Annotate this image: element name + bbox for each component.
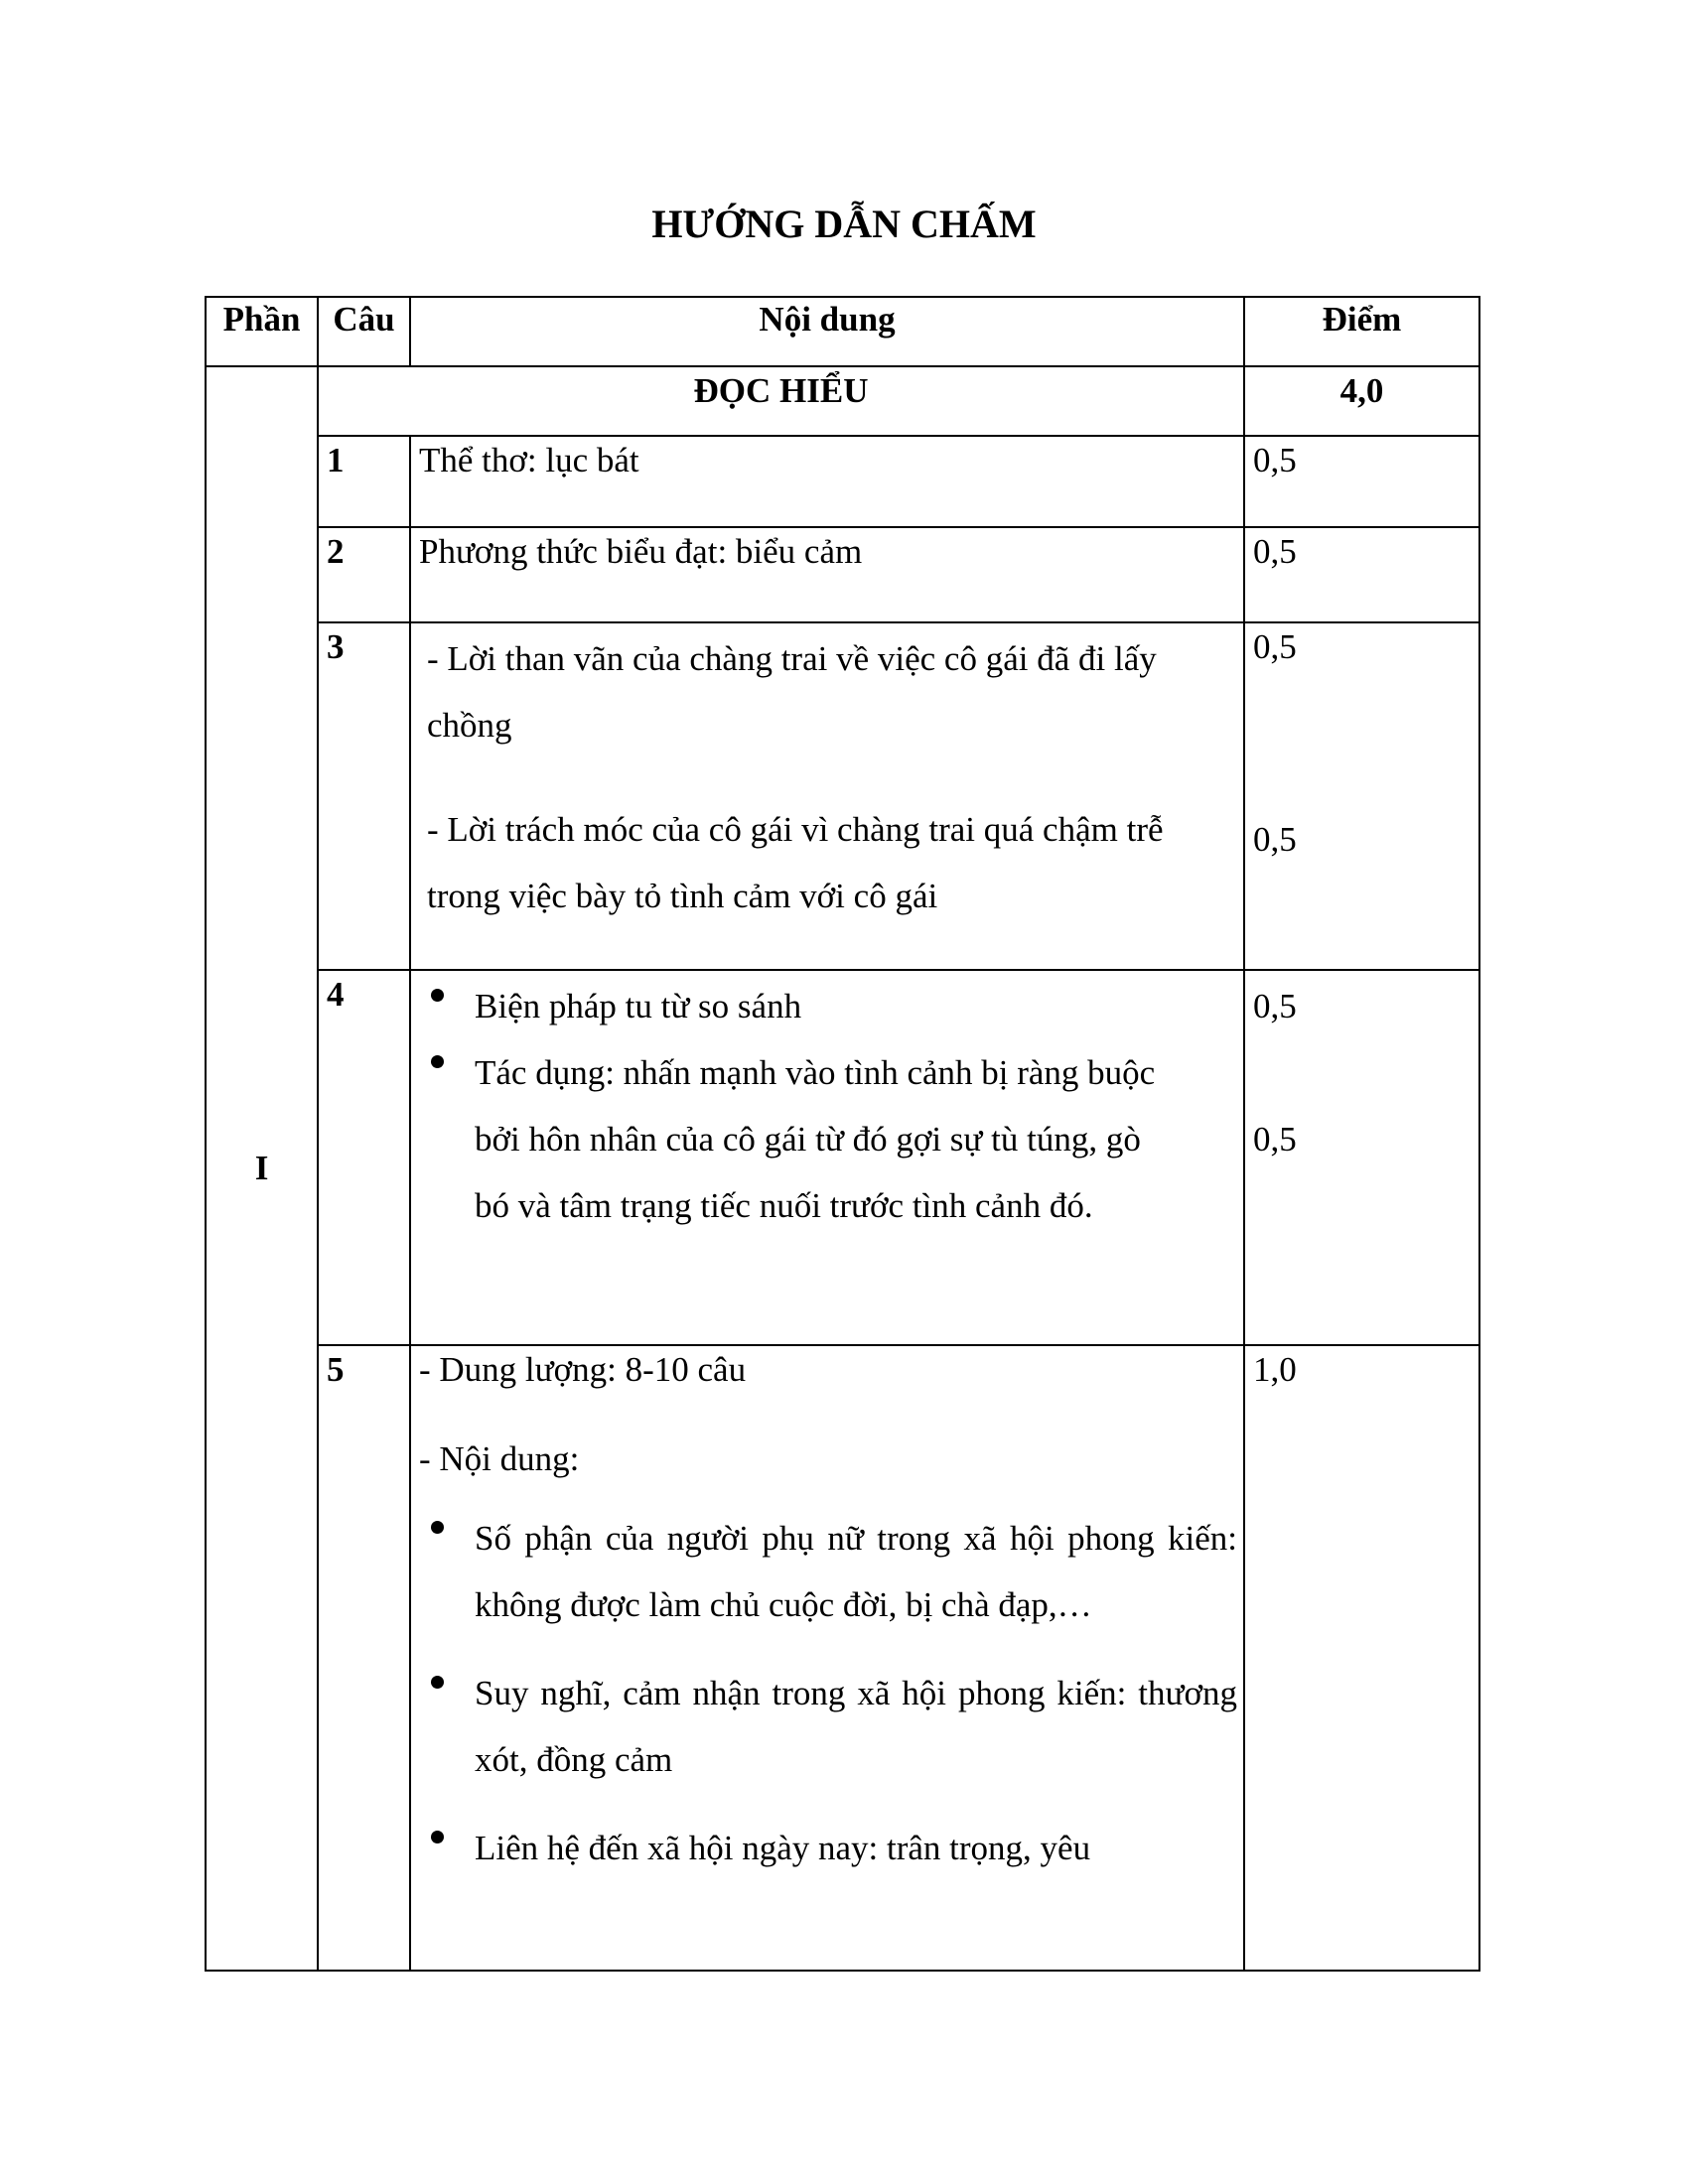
- grading-table: [205, 296, 1480, 1972]
- header-phan: Phần: [206, 297, 318, 366]
- section-score: 4,0: [1244, 366, 1479, 436]
- score-value: 0,5: [1253, 1120, 1297, 1159]
- header-noidung: Nội dung: [410, 297, 1244, 366]
- answer-bullet: Tác dụng: nhấn mạnh vào tình cảnh bị ràng buộc bởi hôn nhân của cô gái từ đó gợi sự tù túng, gò bó và tâm trạng tiếc nuối trước tình cảnh đó.: [419, 1039, 1174, 1239]
- answer-bullet: Liên hệ đến xã hội ngày nay: trân trọng, yêu: [419, 1815, 1237, 1881]
- score-value: 0,5: [1253, 627, 1297, 666]
- score-value: 0,5: [1253, 820, 1297, 859]
- answer-item: - Lời trách móc của cô gái vì chàng trai quá chậm trễ trong việc bày tỏ tình cảm với cô gái: [427, 810, 1164, 915]
- question-score: 0,5: [1244, 436, 1479, 527]
- answer-bullet: Suy nghĩ, cảm nhận trong xã hội phong kiến: thương xót, đồng cảm: [419, 1660, 1237, 1793]
- question-row-5: [206, 1345, 1479, 1971]
- section-row: [206, 366, 1479, 436]
- question-score: [1244, 970, 1479, 1345]
- question-number: 5: [318, 1345, 410, 1971]
- question-score: 0,5: [1244, 527, 1479, 622]
- question-number: 2: [318, 527, 410, 622]
- part-cell: I: [206, 366, 318, 1971]
- answer-bullet: Biện pháp tu từ so sánh: [419, 973, 1174, 1039]
- page-title: HƯỚNG DẪN CHẤM: [651, 202, 1037, 246]
- question-content: [410, 970, 1244, 1345]
- answer-item: - Lời than vãn của chàng trai về việc cô gái đã đi lấy chồng: [427, 639, 1157, 745]
- question-number: 1: [318, 436, 410, 527]
- header-cau: Câu: [318, 297, 410, 366]
- question-row-4: [206, 970, 1479, 1345]
- question-row-2: [206, 527, 1479, 622]
- question-content: [410, 622, 1244, 970]
- score-value: 0,5: [1253, 987, 1297, 1025]
- question-number: 3: [318, 622, 410, 970]
- question-score: [1244, 622, 1479, 970]
- header-diem: Điểm: [1244, 297, 1479, 366]
- section-label: ĐỌC HIỂU: [318, 366, 1244, 436]
- table-header-row: [206, 297, 1479, 366]
- answer-line: - Nội dung:: [419, 1439, 580, 1478]
- question-content: [410, 1345, 1244, 1971]
- answer-line: - Dung lượng: 8-10 câu: [419, 1350, 747, 1389]
- question-content: Phương thức biểu đạt: biểu cảm: [410, 527, 1244, 622]
- question-content: Thể thơ: lục bát: [410, 436, 1244, 527]
- question-row-1: [206, 436, 1479, 527]
- question-row-3: [206, 622, 1479, 970]
- question-score: 1,0: [1244, 1345, 1479, 1971]
- question-number: 4: [318, 970, 410, 1345]
- answer-bullet: Số phận của người phụ nữ trong xã hội phong kiến: không được làm chủ cuộc đời, bị chà đạp,…: [419, 1505, 1237, 1638]
